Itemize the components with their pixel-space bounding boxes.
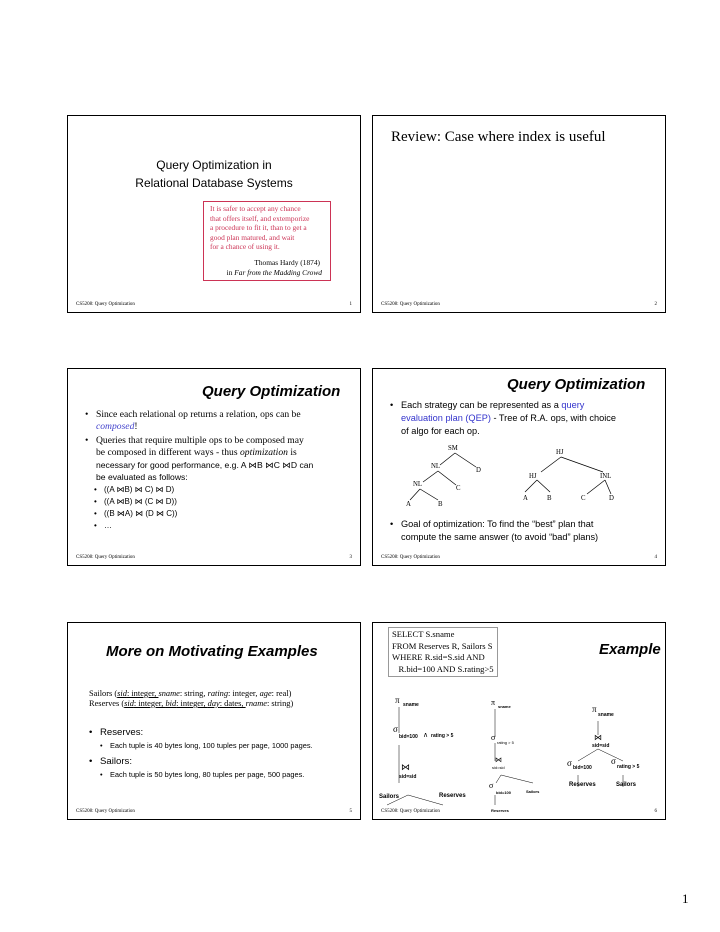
sigma-icon: σ xyxy=(489,781,494,790)
plan3-rel-sailors: Sailors xyxy=(616,782,637,788)
quote-source xyxy=(210,268,324,278)
quote-line: a procedure to fit it, than to get a xyxy=(210,223,307,233)
plan2-rel-reserves: Reserves xyxy=(491,808,509,813)
schema-key: bid xyxy=(165,699,177,708)
bullet-emphasis: optimization xyxy=(239,447,288,458)
bullet-text-part: is xyxy=(287,447,297,458)
slide-5 xyxy=(67,622,361,820)
schema-sailors xyxy=(89,689,291,698)
tree-node-a: A xyxy=(406,501,411,508)
plan1-rel-reserves: Reserves xyxy=(439,793,466,799)
qep-tree-2-edges xyxy=(523,449,633,519)
quote-text xyxy=(210,204,324,252)
schema-text: : dates, xyxy=(219,699,246,708)
schema-field: rating xyxy=(207,689,229,698)
plan2-rel-sailors: Sailors xyxy=(526,789,540,794)
slide-4-title: Query Optimization xyxy=(507,376,646,393)
sub-bullet: • Each tuple is 40 bytes long, 100 tuples per page, 1000 pages. xyxy=(100,740,313,752)
plan3-rel-reserves: Reserves xyxy=(569,782,596,788)
tree-node-hj: HJ xyxy=(556,449,564,456)
pi-icon: π xyxy=(491,698,496,707)
quote-line: It is safer to accept any chance xyxy=(210,204,301,213)
bullet-text: • Queries that require multiple ops to be composed may xyxy=(96,435,304,446)
slide-5-title: More on Motivating Examples xyxy=(106,643,318,660)
schema-text: Sailors ( xyxy=(89,689,118,698)
plan1-sname: sname xyxy=(403,702,419,708)
plan2-cond-sid: sid=sid xyxy=(492,765,505,770)
slide-number: 6 xyxy=(654,809,657,814)
tree-node-a: A xyxy=(523,495,528,502)
slide-6 xyxy=(372,622,666,820)
bullet-text: be evaluated as follows: xyxy=(96,472,188,482)
tree-node-nl: NL xyxy=(431,463,441,470)
quote-source-title: Far from the Madding Crowd xyxy=(234,267,322,277)
bullet-text xyxy=(96,447,353,459)
sql-line: R.bid=100 AND S.rating>5 xyxy=(392,663,494,674)
sql-line: SELECT S.sname xyxy=(392,629,455,639)
plan1-cond-and: ∧ xyxy=(423,732,429,739)
bullet-text: Goal of optimization: To find the “best” plan that xyxy=(401,519,594,529)
schema-text: : real) xyxy=(271,689,292,698)
slide-2 xyxy=(372,115,666,313)
bullet-text: necessary for good performance, e.g. A ⋈B ⋈C ⋈D can xyxy=(96,460,314,470)
sql-line: FROM Reserves R, Sailors S xyxy=(392,640,493,651)
schema-text: : integer, xyxy=(133,699,166,708)
plan2-cond-rating: rating > 5 xyxy=(497,740,514,745)
bullet-text-part: be composed in different ways - thus xyxy=(96,447,240,458)
slide-2-title: Review: Case where index is useful xyxy=(391,129,606,145)
page-number: 1 xyxy=(682,891,689,906)
slide-footer: CS5208: Query Optimization xyxy=(76,555,135,560)
bullet-text: ! xyxy=(134,421,138,432)
bullet xyxy=(390,399,666,438)
join-icon: ⋈ xyxy=(401,762,410,772)
schema-reserves xyxy=(89,699,293,708)
tree-node-c: C xyxy=(456,485,461,492)
slide-4 xyxy=(372,368,666,566)
tree-node-inl: INL xyxy=(600,473,612,480)
pi-icon: π xyxy=(592,704,597,714)
sub-bullet: • Each tuple is 50 bytes long, 80 tuples per page, 500 pages. xyxy=(100,769,304,781)
qep-tree-1-edges xyxy=(398,445,508,515)
quote-source-prefix: in xyxy=(226,267,235,277)
tree-node-c: C xyxy=(581,495,586,502)
plan3-cond-sid: sid=sid xyxy=(592,743,610,749)
slide-number: 2 xyxy=(654,302,657,307)
slide-footer: CS5208: Query Optimization xyxy=(381,302,440,307)
tree-node-d: D xyxy=(476,467,481,474)
slide-1 xyxy=(67,115,361,313)
schema-text: Reserves ( xyxy=(89,699,125,708)
slide-3-bullets xyxy=(85,409,353,483)
sql-line: WHERE R.sid=S.sid AND xyxy=(392,652,485,662)
slide-footer: CS5208: Query Optimization xyxy=(381,809,440,814)
schema-field: sname xyxy=(158,689,180,698)
slide-number: 5 xyxy=(349,809,352,814)
qep-tree-2 xyxy=(523,449,633,519)
slide-3 xyxy=(67,368,361,566)
bullet-reserves: • Reserves: xyxy=(89,727,143,739)
schema-text: : integer, xyxy=(228,689,260,698)
bullet-highlight: query xyxy=(561,400,585,410)
bullet-text: Since each relational op returns a relation, ops can be xyxy=(96,409,301,420)
slide-1-title-line2: Relational Database Systems xyxy=(135,176,293,190)
slide-footer: CS5208: Query Optimization xyxy=(76,809,135,814)
schema-field: age xyxy=(259,689,272,698)
join-icon: ⋈ xyxy=(594,733,602,742)
sub-bullet: • ((A ⋈B) ⋈ C) ⋈ D) xyxy=(94,484,177,496)
plan2-sname: sname xyxy=(498,704,511,709)
slide-footer: CS5208: Query Optimization xyxy=(76,302,135,307)
plan1-cond-rating: rating > 5 xyxy=(431,733,454,739)
bullet xyxy=(85,409,353,433)
slide-number: 1 xyxy=(349,302,352,307)
bullet xyxy=(390,518,666,544)
schema-key: day xyxy=(207,699,220,708)
schema-field: rname xyxy=(245,699,267,708)
sigma-icon: σ xyxy=(491,733,496,742)
sigma-icon: σ xyxy=(611,756,616,766)
slide-footer: CS5208: Query Optimization xyxy=(381,555,440,560)
slide-1-title-line1: Query Optimization in xyxy=(156,158,272,172)
plan2-cond-bid: bid=100 xyxy=(496,790,512,795)
quote-author: Thomas Hardy (1874) xyxy=(254,257,320,267)
quote-line: for a chance of using it. xyxy=(210,242,280,252)
sigma-icon: σ xyxy=(567,758,572,768)
tree-node-b: B xyxy=(438,501,443,508)
bullet xyxy=(85,435,353,483)
quote-box xyxy=(203,201,331,281)
bullet-emphasis: composed xyxy=(96,421,135,432)
sql-box xyxy=(388,627,498,677)
bullet-text: - Tree of R.A. ops, with choice xyxy=(490,413,616,423)
schema-text: : integer, xyxy=(176,699,208,708)
plan-diagrams xyxy=(373,693,665,813)
schema-text: : string, xyxy=(179,689,208,698)
bullet-text: Each strategy can be represented as a xyxy=(401,400,562,410)
bullet-text: of algo for each op. xyxy=(401,426,480,436)
tree-node-nl: NL xyxy=(413,481,423,488)
plan3-sname: sname xyxy=(598,712,614,718)
plan1-cond-sid: sid=sid xyxy=(399,774,417,780)
schema-text: : string) xyxy=(267,699,294,708)
sub-bullet: • ((A ⋈B) ⋈ (C ⋈ D)) xyxy=(94,496,177,508)
slide-number: 4 xyxy=(654,555,657,560)
bullet-sailors: • Sailors: xyxy=(89,756,132,768)
schema-key: sid xyxy=(117,689,127,698)
plan3-cond-rating: rating > 5 xyxy=(617,764,640,770)
slide-number: 3 xyxy=(349,555,352,560)
qep-tree-1 xyxy=(398,445,508,515)
tree-node-d: D xyxy=(609,495,614,502)
plan1-cond-bid: bid=100 xyxy=(399,734,418,740)
quote-line: that offers itself, and extemporize xyxy=(210,213,310,223)
tree-node-b: B xyxy=(547,495,552,502)
slide-6-title: Example xyxy=(599,641,661,658)
join-icon: ⋈ xyxy=(495,756,502,764)
sub-bullet: • … xyxy=(94,520,177,532)
quote-line: good plan matured, and wait xyxy=(210,232,295,242)
schema-key: sid xyxy=(124,699,134,708)
plan3-cond-bid: bid=100 xyxy=(573,765,592,771)
plan1-rel-sailors: Sailors xyxy=(379,794,400,800)
slide-3-title: Query Optimization xyxy=(202,383,341,400)
tree-node-hj: HJ xyxy=(529,473,537,480)
slide-3-subbullets xyxy=(94,484,177,532)
pi-icon: π xyxy=(395,695,400,705)
bullet-highlight: evaluation plan (QEP) xyxy=(401,413,491,423)
sigma-icon: σ xyxy=(393,724,398,734)
bullet-text: compute the same answer (to avoid “bad” plans) xyxy=(401,532,599,542)
tree-node-sm: SM xyxy=(448,445,458,452)
sub-bullet: • ((B ⋈A) ⋈ (D ⋈ C)) xyxy=(94,508,177,520)
schema-text: : integer, xyxy=(126,689,159,698)
